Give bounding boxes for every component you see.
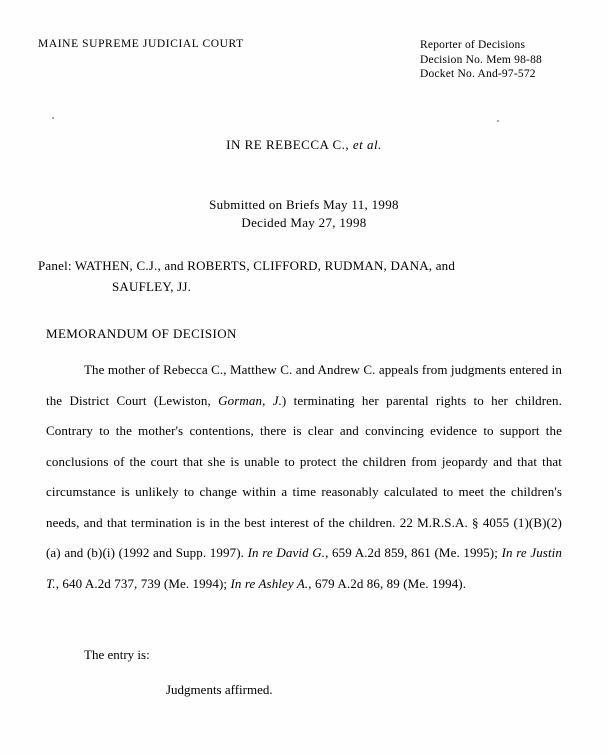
page-speck [497, 120, 499, 122]
decision-number: Decision No. Mem 98-88 [420, 53, 542, 66]
judgment-line: Judgments affirmed. [166, 682, 273, 697]
body-segment-3: , 659 A.2d 859, 861 (Me. 1995); [325, 545, 502, 560]
memorandum-heading: MEMORANDUM OF DECISION [46, 326, 237, 341]
entry-line: The entry is: [84, 647, 150, 662]
citation-ashley-a: In re Ashley A. [230, 575, 309, 591]
decided-date: Decided May 27, 1998 [241, 215, 367, 230]
reporter-of-decisions: Reporter of Decisions [420, 39, 526, 51]
case-title-main: IN RE REBECCA C., [226, 137, 350, 152]
body-segment-4: , 640 A.2d 737, 739 (Me. 1994); [55, 575, 231, 591]
body-segment-1: The mother of Rebecca C., Matthew C. and Andrew C. appeals from judgments entered in the District Court (Lewiston, [46, 362, 562, 408]
reporter-block [420, 38, 542, 82]
court-name: MAINE SUPREME JUDICIAL COURT [38, 38, 244, 50]
body-segment-5: , 679 A.2d 86, 89 (Me. 1994). [308, 575, 467, 591]
citation-gorman: Gorman, J. [218, 392, 282, 408]
submitted-date: Submitted on Briefs May 11, 1998 [209, 197, 399, 212]
body-segment-2: ) terminating her parental rights to her children. Contrary to the mother's contentions, there is clear and convincing evidence to support the conclusions of the court that she is unable to protect the children from jeopardy and that that circumstance is unlikely to change within a time reasonably calculated to meet the children's needs, and that termination is in the best interest of the children. 22 M.R.S.A. § 4055 (1)(B)(2)(a) and (b)(i) (1992 and Supp. 1997). [46, 392, 563, 560]
document-header [38, 38, 570, 82]
panel-line-1: Panel: WATHEN, C.J., and ROBERTS, CLIFFORD, RUDMAN, DANA, and [38, 258, 456, 273]
citation-david-g: In re David G. [247, 545, 326, 560]
citation-justin-t: In re Justin T. [46, 545, 562, 591]
submitted-decided-block [0, 196, 608, 232]
opinion-paragraph [46, 355, 562, 599]
panel-line-2: SAUFLEY, JJ. [112, 279, 192, 294]
docket-number: Docket No. And-97-572 [420, 68, 536, 80]
opinion-body [46, 355, 562, 599]
case-title [0, 137, 608, 153]
panel-block [38, 255, 568, 297]
case-title-etal: et al. [352, 137, 382, 152]
page-speck [52, 117, 54, 119]
